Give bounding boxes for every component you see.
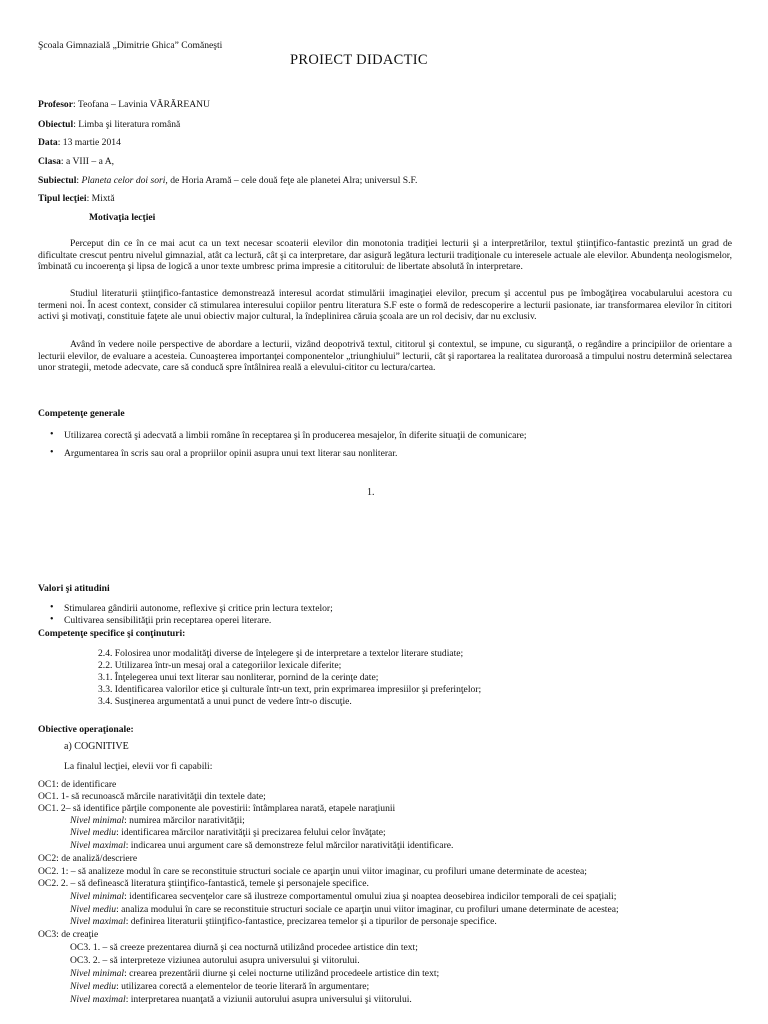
oc1-nivel-maximal: Nivel maximal: indicarea unui argument care să demonstreze felul mărcilor narativităţii identificare.: [70, 840, 454, 851]
meta-subiectul: Subiectul: Planeta celor doi sori, de Horia Aramă – cele două feţe ale planetei Alra; universul S.F.: [38, 175, 418, 186]
obiective-heading: Obiective operaţionale:: [38, 724, 134, 735]
competenta-specifica-4: 3.3. Identificarea valorilor etice şi culturale într-un text, prin exprimarea impresiilor şi preferinţelor;: [98, 684, 482, 695]
meta-obiectul: Obiectul: Limba şi literatura română: [38, 119, 181, 130]
obiective-cognitive: a) COGNITIVE: [64, 741, 129, 752]
competenta-specifica-3: 3.1. Înţelegerea unui text literar sau nonliterar, pornind de la cerinţe date;: [98, 672, 379, 683]
motivatia-heading: Motivaţia lecţiei: [89, 212, 156, 223]
page-title: PROIECT DIDACTIC: [290, 52, 428, 68]
oc3-heading: OC3: de creaţie: [38, 929, 99, 940]
competente-generale-heading: Competenţe generale: [38, 408, 125, 419]
valori-item-1: • Stimularea gândirii autonome, reflexive şi critice prin lectura textelor;: [64, 603, 333, 614]
valori-heading: Valori şi atitudini: [38, 583, 110, 594]
oc2-nivel-maximal: Nivel maximal: definirea literaturii ştiinţifico-fantastice, precizarea temelor şi a tipurilor de personaje specifice.: [70, 916, 497, 927]
oc2-heading: OC2: de analiză/descriere: [38, 853, 138, 864]
oc3-nivel-minimal: Nivel minimal: crearea prezentării diurne şi celei nocturne utilizând procedeele artistice din text;: [70, 968, 440, 979]
oc3-nivel-maximal: Nivel maximal: interpretarea nuanţată a viziunii autorului asupra universului şi viitorului.: [70, 994, 412, 1005]
competenta-generala-2: • Argumentarea în scris sau oral a propriilor opinii asupra unui text literar sau nonliterar.: [64, 448, 397, 459]
page-number: 1.: [367, 487, 375, 498]
competenta-generala-1: • Utilizarea corectă şi adecvată a limbii române în receptarea şi în producerea mesajelor, în diferite situaţii de comunicare;: [64, 430, 527, 441]
meta-tipul: Tipul lecţiei: Mixtă: [38, 193, 115, 204]
oc2-1: OC2. 1: – să analizeze modul în care se reconstituie structuri sociale ce aparţin unui viitor imaginar, cu profiluri umane determinate de acestea;: [38, 866, 587, 877]
motivatia-paragraph-3: Având în vedere noile perspective de abordare a lecturii, vizând deopotrivă textul, cititorul şi contextul, se impune, cu siguranţă, o regândire a principiilor de orientare a lecturii elevilor, de evaluare a acesteia. Cunoaşterea importanţei componentelor „triunghiului” lecturii, cât şi raportarea la realitatea duroroasă a timpului nostru determină selectarea unor strategii, metode adecvate, care să conducă spre întâlnirea reală a elevului-cititor cu lectura/cartea.: [38, 339, 732, 374]
meta-clasa: Clasa: a VIII – a A,: [38, 156, 115, 167]
valori-item-2: • Cultivarea sensibilităţii prin receptarea operei literare.: [64, 615, 271, 626]
competente-specifice-heading: Competenţe specifice şi conţinuturi:: [38, 628, 186, 639]
meta-data: Data: 13 martie 2014: [38, 137, 121, 148]
motivatia-paragraph-2: Studiul literaturii ştiinţifico-fantastice demonstrează interesul acordat stimulării imaginaţiei elevilor, precum şi accentul pus pe îmbogăţirea vocabularului acestora cu termeni noi. În acest context, consider că stimularea interesului copiilor pentru literatura S.F este o formă de redescoperire a lecturii pasionate, iar transformarea elevilor în cititori activi şi motivaţi, constituie faţete ale unui obiectiv major cultural, la îndeplinirea căruia şcoala are un rol decisiv, dar nu exclusiv.: [38, 288, 732, 323]
oc3-1: OC3. 1. – să creeze prezentarea diurnă şi cea nocturnă utilizând procedee artistice din text;: [70, 942, 418, 953]
meta-profesor: Profesor: Teofana – Lavinia VĂRĂREANU: [38, 99, 210, 110]
competenta-specifica-5: 3.4. Susţinerea argumentată a unui punct de vedere într-o discuţie.: [98, 696, 352, 707]
oc2-2: OC2. 2. – să definească literatura ştiinţifico-fantastică, temele şi personajele specifice.: [38, 878, 369, 889]
oc1-heading: OC1: de identificare: [38, 779, 117, 790]
oc1-nivel-minimal: Nivel minimal: numirea mărcilor narativităţii;: [70, 815, 245, 826]
oc2-nivel-minimal: Nivel minimal: identificarea secvenţelor care să ilustreze comportamentul omului ziua şi noaptea deosebirea indicilor temporali de cei spaţiali;: [70, 891, 617, 902]
oc3-2: OC3. 2. – să interpreteze viziunea autorului asupra universului şi viitorului.: [70, 955, 360, 966]
oc2-nivel-mediu: Nivel mediu: analiza modului în care se reconstituie structuri sociale ce aparţin unui viitor imaginar, cu profiluri umane determinate de acestea;: [70, 904, 619, 915]
competenta-specifica-1: 2.4. Folosirea unor modalităţi diverse de înţelegere şi de interpretare a textelor literare studiate;: [98, 648, 464, 659]
oc1-1: OC1. 1- să recunoască mărcile narativităţii din textele date;: [38, 791, 266, 802]
oc1-nivel-mediu: Nivel mediu: identificarea mărcilor narativităţii şi precizarea felului celor învăţate;: [70, 827, 386, 838]
oc1-2: OC1. 2– să identifice părţile componente ale povestirii: întâmplarea narată, etapele naraţiunii: [38, 803, 396, 814]
competenta-specifica-2: 2.2. Utilizarea într-un mesaj oral a categoriilor lexicale diferite;: [98, 660, 342, 671]
oc3-nivel-mediu: Nivel mediu: utilizarea corectă a elementelor de teorie literară în argumentare;: [70, 981, 370, 992]
school-name: Şcoala Gimnazială „Dimitrie Ghica” Comăneşti: [38, 40, 223, 51]
motivatia-paragraph-1: Perceput din ce în ce mai acut ca un text necesar scoaterii elevilor din monotonia tradiţiei lecturii şi a interpretărilor, textul ştiinţifico-fantastic prezintă un grad de dificultate crescut pentru nivelul gimnazial, atât ca lectură, cât şi ca interpretare, dar asigură legătura lecturii tradiţionale cu interesele actuale ale elevilor. Abundenţa neologismelor, îmbinată cu incoerenţa şi lipsa de logică a unor texte umbresc prima impresie a cititorului: de libertate absolută în interpretare.: [38, 238, 732, 273]
obiective-intro: La finalul lecţiei, elevii vor fi capabili:: [64, 761, 213, 772]
